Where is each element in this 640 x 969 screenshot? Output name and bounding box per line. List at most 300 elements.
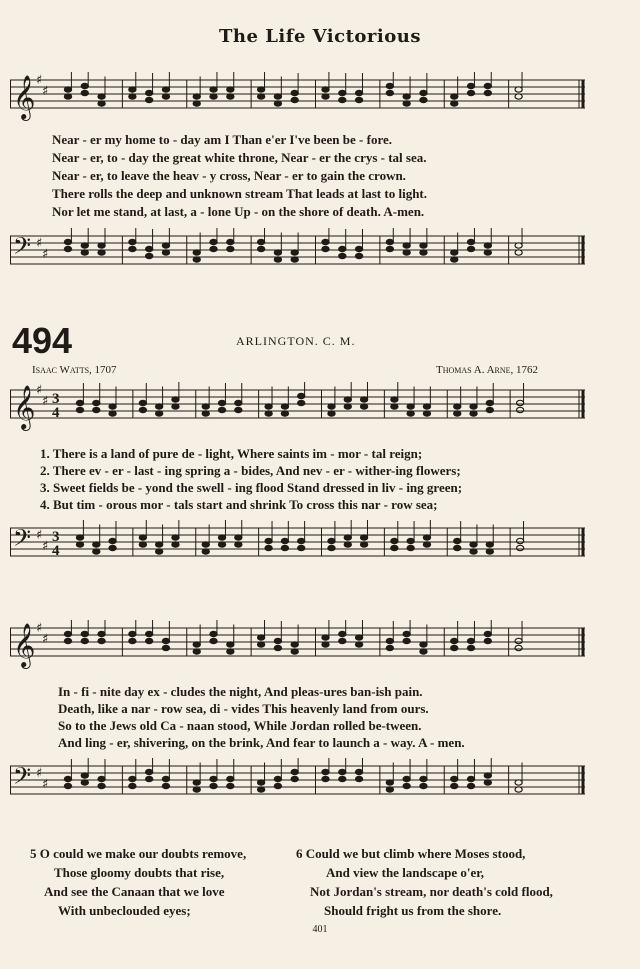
note-head <box>403 101 410 106</box>
staff-lines <box>10 72 585 122</box>
note-head <box>298 400 305 405</box>
note-head <box>218 400 225 405</box>
note-head <box>235 400 242 405</box>
note-head <box>129 638 136 643</box>
note-head <box>515 243 522 248</box>
note-head <box>339 631 346 636</box>
note-head <box>291 649 298 654</box>
note-head <box>407 411 414 416</box>
note-head <box>467 645 474 650</box>
note-head <box>129 776 136 781</box>
note-head <box>515 250 522 255</box>
note-head <box>391 404 398 409</box>
note-head <box>274 250 281 255</box>
time-signature-top: 3 <box>52 529 60 545</box>
note-head <box>391 538 398 543</box>
note-head <box>344 397 351 402</box>
note-head <box>339 253 346 258</box>
note-head <box>193 787 200 792</box>
staff-494-treble-2 <box>10 620 585 670</box>
note-head <box>517 400 524 405</box>
sharp-icon: ♯ <box>42 247 49 262</box>
note-head <box>407 538 414 543</box>
note-head <box>139 535 146 540</box>
note-head <box>451 250 458 255</box>
note-head <box>360 535 367 540</box>
note-head <box>403 783 410 788</box>
note-head <box>93 549 100 554</box>
stanza-6-line-1: 6 Could we but climb where Moses stood, <box>296 846 526 861</box>
note-head <box>386 645 393 650</box>
hymn494-lyric-1: 1. There is a land of pure de - light, Where saints im - mor - tal reign; <box>40 446 423 461</box>
note-head <box>454 411 461 416</box>
note-head <box>129 631 136 636</box>
note-head <box>81 250 88 255</box>
hymn494-lyric-2: 2. There ev - er - last - ing spring a - bides, And nev - er - wither-ing flowers; <box>40 463 461 478</box>
note-head <box>486 549 493 554</box>
note-head <box>139 542 146 547</box>
note-head <box>407 545 414 550</box>
note-head <box>258 780 265 785</box>
top-lyric-line-3: Near - er, to leave the heav - y cross, Near - er to gain the crown. <box>52 168 406 183</box>
note-head <box>156 404 163 409</box>
note-head <box>258 787 265 792</box>
note-head <box>322 239 329 244</box>
note-head <box>467 783 474 788</box>
note-head <box>64 783 71 788</box>
note-head <box>81 780 88 785</box>
note-head <box>420 250 427 255</box>
note-head <box>258 94 265 99</box>
sharp-icon: ♯ <box>36 621 43 636</box>
note-head <box>281 411 288 416</box>
note-head <box>265 411 272 416</box>
top-lyric-line-1: Near - er my home to - day am I Than e'er I've been be - fore. <box>52 132 392 147</box>
note-head <box>202 542 209 547</box>
note-head <box>420 783 427 788</box>
note-head <box>355 246 362 251</box>
note-head <box>403 243 410 248</box>
note-head <box>517 407 524 412</box>
note-head <box>328 411 335 416</box>
note-head <box>484 780 491 785</box>
top-lyric-line-5: Nor let me stand, at last, a - lone Up - on the shore of death. A-men. <box>52 204 425 219</box>
note-head <box>322 94 329 99</box>
staff-494-bass-1 <box>10 520 585 575</box>
note-head <box>467 638 474 643</box>
note-head <box>227 783 234 788</box>
note-head <box>339 90 346 95</box>
note-head <box>515 94 522 99</box>
top-hymn-title: The Life Victorious <box>219 26 421 47</box>
note-head <box>515 787 522 792</box>
note-head <box>486 407 493 412</box>
note-head <box>322 246 329 251</box>
note-head <box>291 90 298 95</box>
note-head <box>360 397 367 402</box>
note-head <box>218 407 225 412</box>
note-head <box>484 638 491 643</box>
note-head <box>467 776 474 781</box>
time-signature-top: 3 <box>52 391 60 407</box>
note-head <box>407 404 414 409</box>
note-head <box>291 97 298 102</box>
note-head <box>391 545 398 550</box>
note-head <box>454 404 461 409</box>
note-head <box>76 542 83 547</box>
note-head <box>403 776 410 781</box>
hymn494-lyric-7: So to the Jews old Ca - naan stood, While Jordan rolled be-tween. <box>58 718 422 733</box>
note-head <box>515 638 522 643</box>
note-head <box>109 545 116 550</box>
page-number: 401 <box>312 924 328 935</box>
note-head <box>291 257 298 262</box>
note-head <box>258 635 265 640</box>
treble-clef-icon: 𝄞 <box>13 385 36 429</box>
note-head <box>467 90 474 95</box>
note-head <box>81 83 88 88</box>
note-head <box>403 94 410 99</box>
sharp-icon: ♯ <box>42 84 49 99</box>
note-head <box>281 538 288 543</box>
note-head <box>210 776 217 781</box>
note-head <box>339 97 346 102</box>
note-head <box>515 87 522 92</box>
note-head <box>386 780 393 785</box>
note-head <box>64 631 71 636</box>
note-head <box>146 631 153 636</box>
note-head <box>146 769 153 774</box>
note-head <box>156 542 163 547</box>
note-head <box>420 90 427 95</box>
note-head <box>98 776 105 781</box>
note-head <box>451 101 458 106</box>
note-head <box>484 250 491 255</box>
time-signature-bottom: 4 <box>52 405 60 421</box>
note-head <box>291 250 298 255</box>
note-head <box>193 780 200 785</box>
time-signature-bottom: 4 <box>52 543 60 559</box>
note-head <box>470 549 477 554</box>
note-head <box>484 243 491 248</box>
note-head <box>98 94 105 99</box>
note-head <box>98 250 105 255</box>
note-head <box>146 638 153 643</box>
note-head <box>64 776 71 781</box>
note-head <box>281 545 288 550</box>
note-head <box>467 239 474 244</box>
note-head <box>274 645 281 650</box>
note-head <box>451 776 458 781</box>
sharp-icon: ♯ <box>36 766 43 781</box>
treble-clef-icon: 𝄞 <box>13 75 36 119</box>
note-head <box>386 239 393 244</box>
note-head <box>339 769 346 774</box>
stanza-5-line-3: And see the Canaan that we love <box>44 884 225 899</box>
note-head <box>355 769 362 774</box>
bass-clef-icon: 𝄢 <box>13 232 32 265</box>
note-head <box>298 545 305 550</box>
note-head <box>484 83 491 88</box>
sharp-icon: ♯ <box>36 383 43 398</box>
note-head <box>227 776 234 781</box>
note-head <box>403 638 410 643</box>
note-head <box>423 535 430 540</box>
note-head <box>193 101 200 106</box>
note-head <box>258 87 265 92</box>
note-head <box>451 94 458 99</box>
note-head <box>274 101 281 106</box>
sharp-icon: ♯ <box>42 394 49 409</box>
top-lyric-line-4: There rolls the deep and unknown stream That leads at last to light. <box>52 186 428 201</box>
note-head <box>515 780 522 785</box>
note-head <box>391 397 398 402</box>
note-head <box>420 97 427 102</box>
note-head <box>210 94 217 99</box>
note-head <box>193 257 200 262</box>
note-head <box>355 635 362 640</box>
note-head <box>486 400 493 405</box>
bass-clef-icon: 𝄢 <box>13 524 32 557</box>
note-head <box>64 87 71 92</box>
note-head <box>339 776 346 781</box>
note-head <box>146 97 153 102</box>
note-head <box>235 407 242 412</box>
note-head <box>218 542 225 547</box>
note-head <box>355 776 362 781</box>
note-head <box>193 250 200 255</box>
note-head <box>291 642 298 647</box>
note-head <box>81 638 88 643</box>
hymn494-lyric-6: Death, like a nar - row sea, di - vides This heavenly land from ours. <box>58 701 429 716</box>
note-head <box>386 90 393 95</box>
note-head <box>298 538 305 543</box>
hymn-number: 494 <box>12 320 73 361</box>
note-head <box>454 545 461 550</box>
note-head <box>218 535 225 540</box>
note-head <box>420 649 427 654</box>
note-head <box>339 638 346 643</box>
note-head <box>162 645 169 650</box>
note-head <box>420 642 427 647</box>
note-head <box>81 773 88 778</box>
note-head <box>129 246 136 251</box>
note-head <box>386 638 393 643</box>
note-head <box>227 649 234 654</box>
note-head <box>109 538 116 543</box>
note-head <box>162 638 169 643</box>
note-head <box>146 246 153 251</box>
stanza-5-line-2: Those gloomy doubts that rise, <box>54 865 225 880</box>
note-head <box>515 645 522 650</box>
note-head <box>328 538 335 543</box>
note-head <box>265 404 272 409</box>
stanza-5 <box>30 844 246 920</box>
note-head <box>344 404 351 409</box>
note-head <box>193 94 200 99</box>
note-head <box>162 94 169 99</box>
note-head <box>172 404 179 409</box>
note-head <box>322 776 329 781</box>
note-head <box>210 87 217 92</box>
note-head <box>484 90 491 95</box>
note-head <box>98 631 105 636</box>
sharp-icon: ♯ <box>42 777 49 792</box>
note-head <box>258 239 265 244</box>
note-head <box>109 404 116 409</box>
note-head <box>146 253 153 258</box>
note-head <box>81 631 88 636</box>
note-head <box>202 404 209 409</box>
note-head <box>470 404 477 409</box>
note-head <box>344 542 351 547</box>
staff-top-bass <box>10 228 585 278</box>
bass-clef-icon: 𝄢 <box>13 762 32 795</box>
note-head <box>467 246 474 251</box>
note-head <box>403 631 410 636</box>
note-head <box>98 243 105 248</box>
note-head <box>322 87 329 92</box>
note-head <box>210 783 217 788</box>
note-head <box>451 257 458 262</box>
note-head <box>76 400 83 405</box>
note-head <box>454 538 461 543</box>
note-head <box>235 535 242 540</box>
note-head <box>517 538 524 543</box>
note-head <box>129 94 136 99</box>
note-head <box>355 642 362 647</box>
staff-494-treble-1 <box>10 382 585 432</box>
note-head <box>64 246 71 251</box>
note-head <box>162 243 169 248</box>
note-head <box>227 94 234 99</box>
note-head <box>423 542 430 547</box>
sharp-icon: ♯ <box>36 73 43 88</box>
note-head <box>274 257 281 262</box>
note-head <box>81 243 88 248</box>
note-head <box>265 538 272 543</box>
note-head <box>76 535 83 540</box>
note-head <box>93 407 100 412</box>
note-head <box>451 783 458 788</box>
note-head <box>360 542 367 547</box>
note-head <box>322 635 329 640</box>
stanza-5-line-4: With unbeclouded eyes; <box>58 903 191 918</box>
note-head <box>193 642 200 647</box>
note-head <box>235 542 242 547</box>
tune-name: ARLINGTON. C. M. <box>236 334 356 348</box>
staff-494-bass-2 <box>10 758 585 818</box>
note-head <box>265 545 272 550</box>
note-head <box>109 411 116 416</box>
note-head <box>210 631 217 636</box>
note-head <box>274 638 281 643</box>
sharp-icon: ♯ <box>36 236 43 251</box>
note-head <box>386 246 393 251</box>
note-head <box>210 638 217 643</box>
note-head <box>291 769 298 774</box>
note-head <box>423 404 430 409</box>
stanza-6-line-4: Should fright us from the shore. <box>324 903 502 918</box>
stanza-6-line-3: Not Jordan's stream, nor death's cold flood, <box>310 884 553 899</box>
hymn494-lyric-3: 3. Sweet fields be - yond the swell - ing flood Stand dressed in liv - ing green; <box>40 480 463 495</box>
note-head <box>281 404 288 409</box>
note-head <box>258 642 265 647</box>
note-head <box>129 783 136 788</box>
note-head <box>93 400 100 405</box>
note-head <box>339 246 346 251</box>
note-head <box>98 101 105 106</box>
note-head <box>162 87 169 92</box>
note-head <box>386 83 393 88</box>
note-head <box>81 90 88 95</box>
note-head <box>202 411 209 416</box>
stanza-6-line-2: And view the landscape o'er, <box>326 865 485 880</box>
note-head <box>64 239 71 244</box>
note-head <box>467 83 474 88</box>
staff-top-treble <box>10 72 585 122</box>
note-head <box>420 776 427 781</box>
note-head <box>470 411 477 416</box>
note-head <box>162 250 169 255</box>
note-head <box>322 642 329 647</box>
note-head <box>139 400 146 405</box>
note-head <box>139 407 146 412</box>
note-head <box>193 649 200 654</box>
note-head <box>162 776 169 781</box>
note-head <box>274 783 281 788</box>
note-head <box>156 411 163 416</box>
note-head <box>129 239 136 244</box>
note-head <box>227 246 234 251</box>
author-credit: Isaac Watts, 1707 <box>32 364 117 376</box>
stanza-6 <box>296 844 553 920</box>
note-head <box>470 542 477 547</box>
note-head <box>93 542 100 547</box>
note-head <box>486 542 493 547</box>
note-head <box>355 253 362 258</box>
note-head <box>484 631 491 636</box>
note-head <box>344 535 351 540</box>
note-head <box>172 542 179 547</box>
note-head <box>172 535 179 540</box>
note-head <box>355 97 362 102</box>
note-head <box>355 90 362 95</box>
note-head <box>423 411 430 416</box>
stanza-5-line-1: 5 O could we make our doubts remove, <box>30 846 247 861</box>
note-head <box>484 773 491 778</box>
note-head <box>64 638 71 643</box>
note-head <box>274 94 281 99</box>
note-head <box>146 90 153 95</box>
note-head <box>298 393 305 398</box>
note-head <box>328 545 335 550</box>
note-head <box>451 638 458 643</box>
note-head <box>360 404 367 409</box>
note-head <box>210 239 217 244</box>
note-head <box>98 638 105 643</box>
sharp-icon: ♯ <box>42 539 49 554</box>
note-head <box>210 246 217 251</box>
note-head <box>146 776 153 781</box>
note-head <box>291 776 298 781</box>
top-lyric-line-2: Near - er, to - day the great white throne, Near - er the crys - tal sea. <box>52 150 427 165</box>
composer-credit: Thomas A. Arne, 1762 <box>436 364 539 376</box>
hymn494-lyric-5: In - fi - nite day ex - cludes the night, And pleas-ures ban-ish pain. <box>58 684 423 699</box>
note-head <box>420 243 427 248</box>
note-head <box>156 549 163 554</box>
note-head <box>162 783 169 788</box>
